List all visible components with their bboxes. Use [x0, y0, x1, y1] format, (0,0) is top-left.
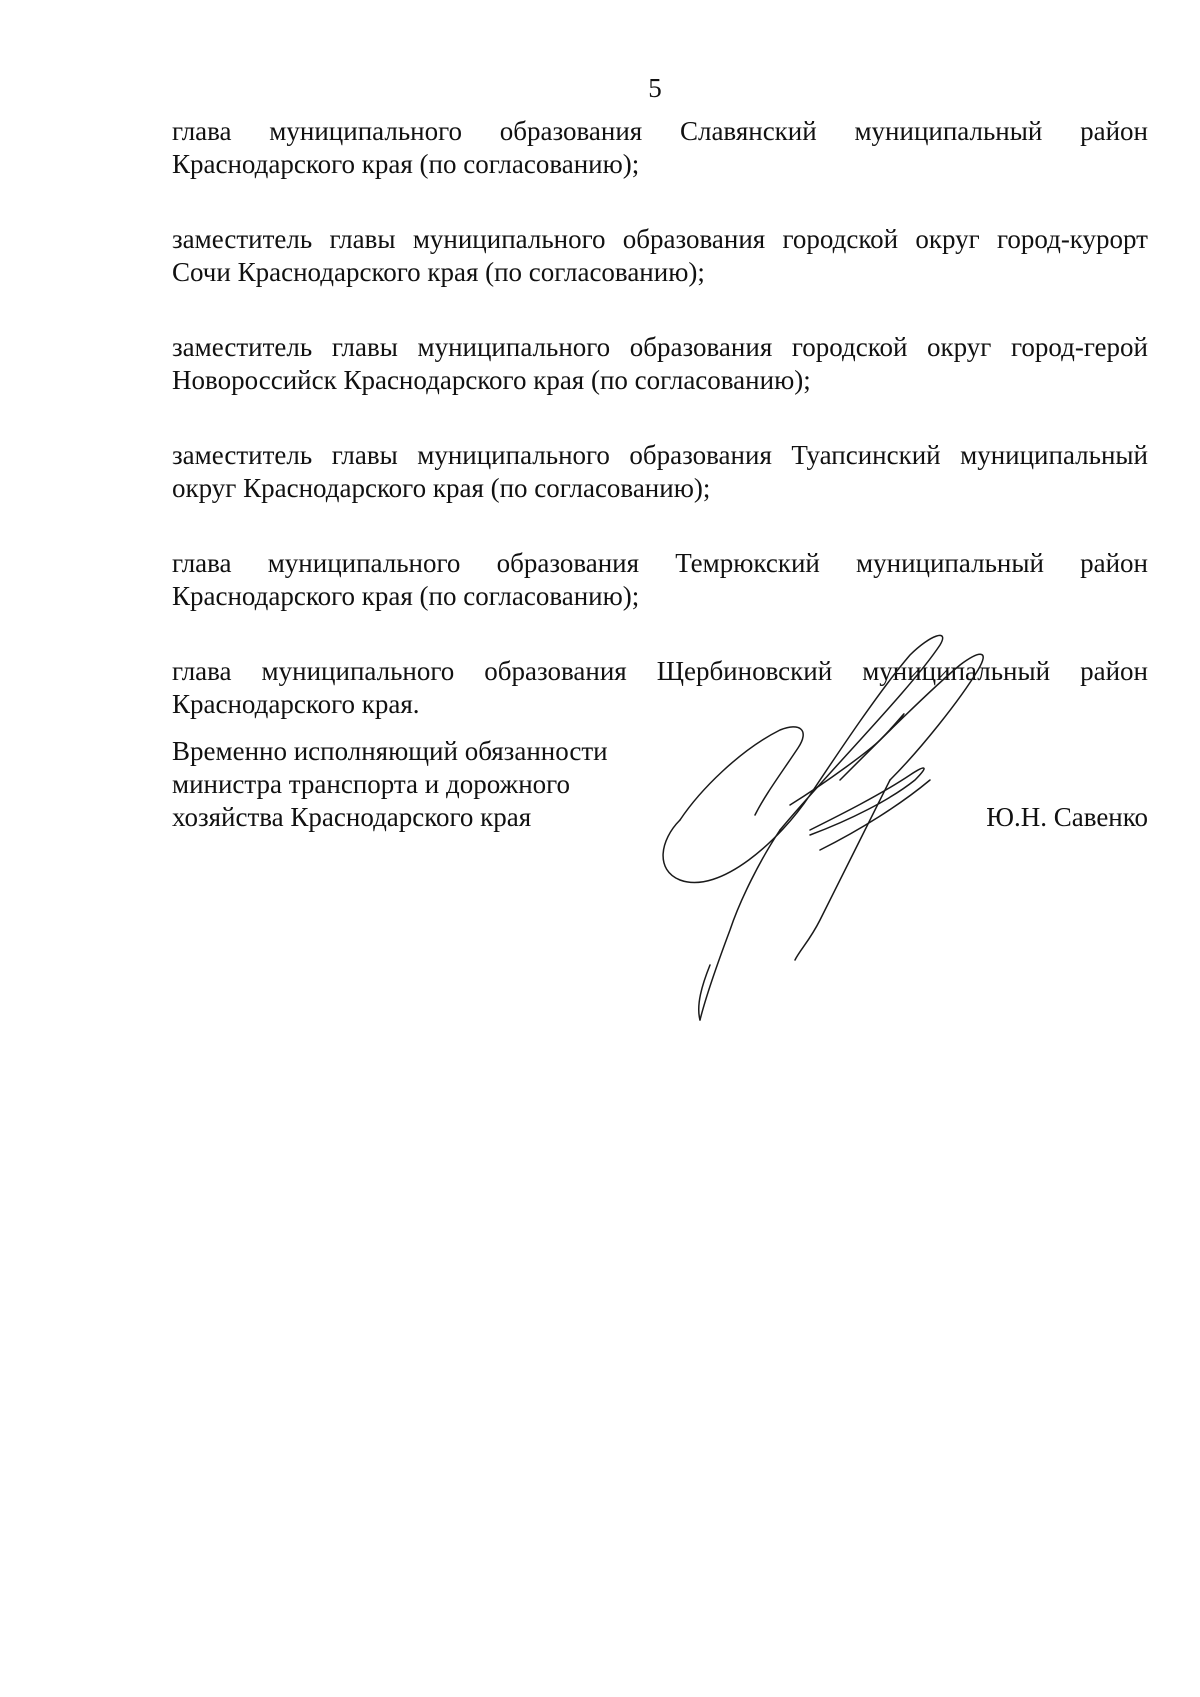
paragraph: заместитель главы муниципального образования городской округ город-герой Новороссийск Краснодарского края (по согласованию);	[172, 332, 1148, 395]
signature-icon	[660, 630, 1030, 1030]
paragraph: глава муниципального образования Щербиновский муниципальный район Краснодарского края.	[172, 656, 1148, 719]
page-number: 5	[648, 73, 662, 103]
signatory-name: Ю.Н. Савенко	[986, 802, 1148, 832]
paragraph: заместитель главы муниципального образования городской округ город-курорт Сочи Краснодарского края (по согласованию);	[172, 224, 1148, 287]
paragraph: глава муниципального образования Славянский муниципальный район Краснодарского края (по согласованию);	[172, 116, 1148, 179]
paragraph: глава муниципального образования Темрюкский муниципальный район Краснодарского края (по согласованию);	[172, 548, 1148, 611]
paragraph: заместитель главы муниципального образования Туапсинский муниципальный округ Краснодарского края (по согласованию);	[172, 440, 1148, 503]
signatory-title: Временно исполняющий обязанности министра транспорта и дорожного хозяйства Краснодарского края	[172, 736, 608, 832]
